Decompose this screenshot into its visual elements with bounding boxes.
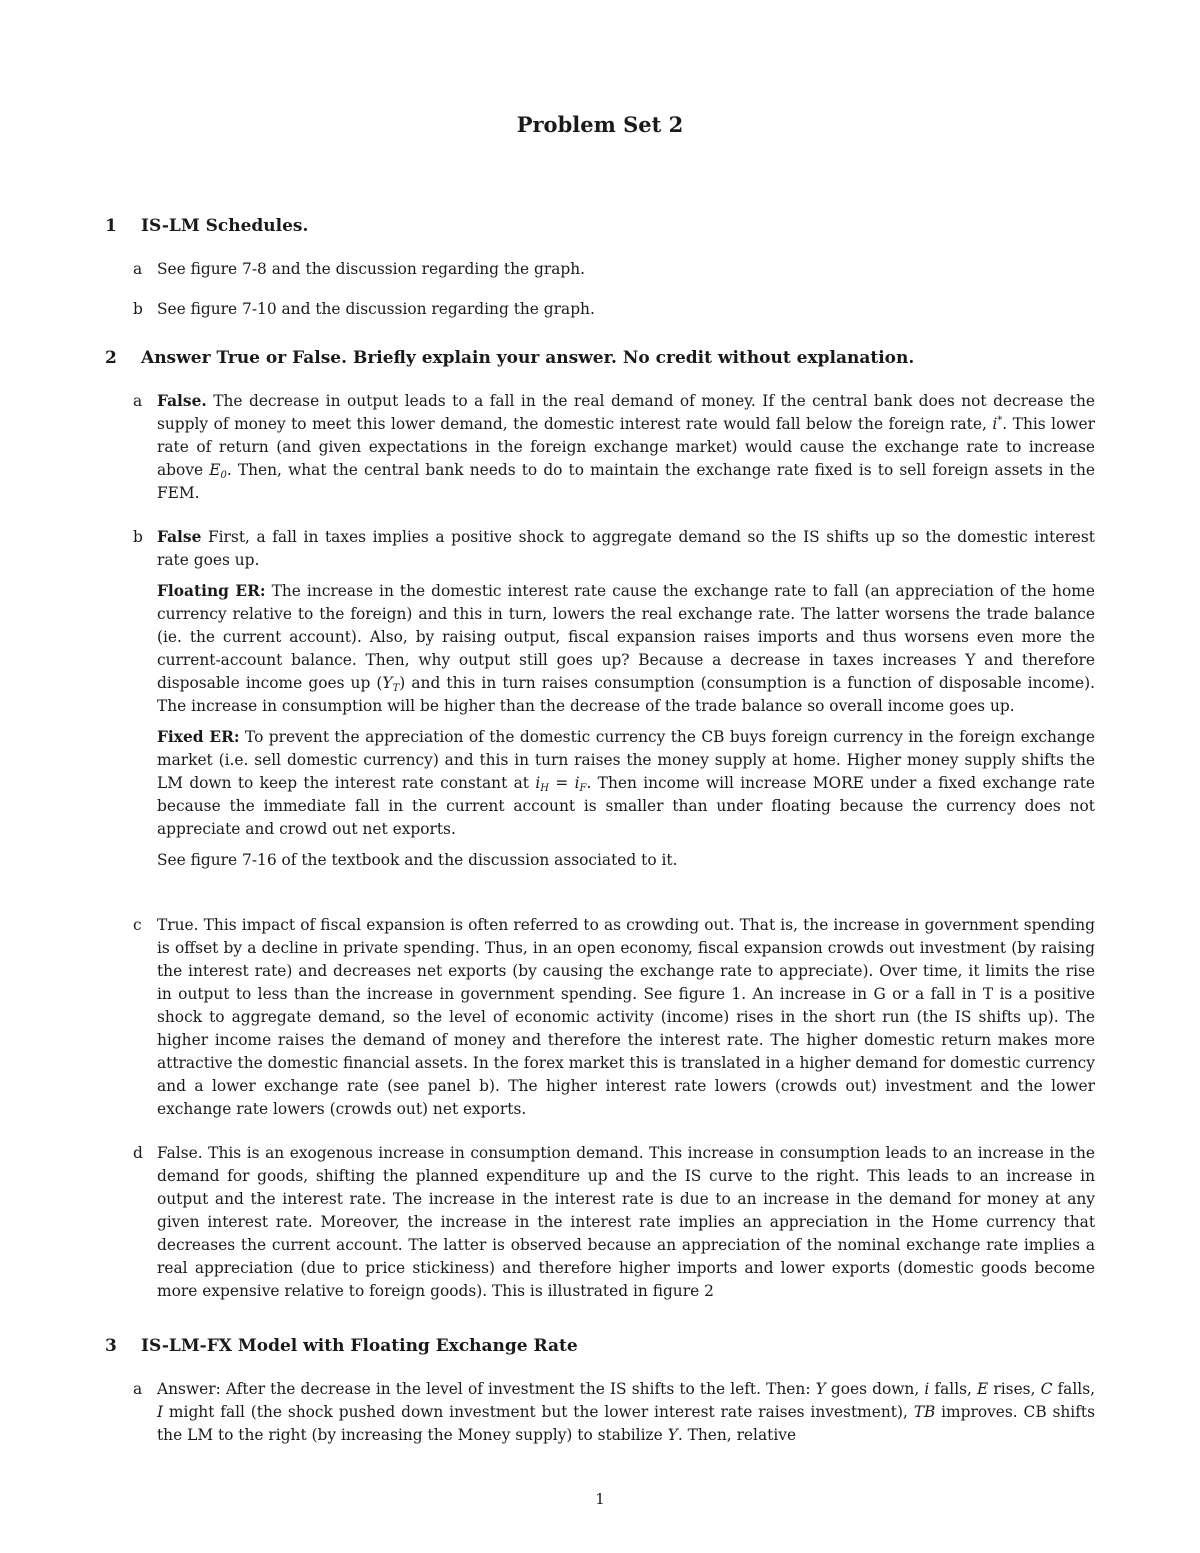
section-title: IS-LM-FX Model with Floating Exchange Rate: [141, 1336, 578, 1356]
section-title: IS-LM Schedules.: [141, 216, 309, 236]
section-2-heading: [105, 348, 1095, 368]
section-title: Answer True or False. Briefly explain your answer. No credit without explanation.: [141, 348, 915, 368]
fixed-er-paragraph: Fixed ER: To prevent the appreciation of the domestic currency the CB buys foreign currency in the foreign exchange market (i.e. sell domestic currency) and this in turn raises the money supply at home. Higher money supply shifts the LM down to keep the interest rate constant at $i_H = i_F$. Then income will increase MORE under a fixed exchange rate because the immediate fall in the current account is smaller than under floating because the currency does not appreciate and crowd out net exports.: [157, 728, 1096, 838]
list-item: [133, 914, 1095, 1121]
item-text: See figure 7-8 and the discussion regarding the graph.: [157, 260, 586, 278]
page-number: 1: [595, 1490, 605, 1508]
list-item: [133, 258, 1095, 281]
item-text: False. This is an exogenous increase in consumption demand. This increase in consumption leads to an increase in the demand for goods, shifting the planned expenditure up and the IS curve to the right. This leads to an increase in output and the interest rate. The increase in the interest rate is due to an increase in the demand for money at any given interest rate. Moreover, the increase in the interest rate implies an appreciation in the Home currency that decreases the current account. The latter is observed because an appreciation of the nominal exchange rate implies a real appreciation (due to price stickiness) and therefore higher imports and lower exports (domestic goods become more expensive relative to foreign goods). This is illustrated in figure 2: [157, 1144, 1095, 1300]
item-label: b: [133, 300, 143, 318]
section-number: 1: [105, 216, 117, 236]
section-3-heading: [105, 1336, 1095, 1356]
section-number: 2: [105, 348, 117, 368]
item-text: False. The decrease in output leads to a fall in the real demand of money. If the central bank does not decrease the supply of money to meet this lower demand, the domestic interest rate would fall below the foreign rate, i*. This lower rate of return (and given expectations in the foreign exchange market) would cause the exchange rate to increase above $E_0$. Then, what the central bank needs to do to maintain the exchange rate fixed is to sell foreign assets in the FEM.: [157, 392, 1095, 502]
page-title: Problem Set 2: [516, 112, 684, 137]
list-item: [133, 526, 1095, 872]
list-item: [133, 390, 1095, 505]
list-item: [133, 298, 1095, 321]
item-text: True. This impact of fiscal expansion is often referred to as crowding out. That is, the increase in government spending is offset by a decline in private spending. Thus, in an open economy, fiscal expansion crowds out investment (by raising the interest rate) and decreases net exports (by causing the exchange rate to appreciate). Over time, it limits the rise in output to less than the increase in government spending. See figure 1. An increase in G or a fall in T is a positive shock to aggregate demand, so the level of economic activity (income) rises in the short run (the IS shifts up). The higher income raises the demand of money and therefore the interest rate. The higher domestic return makes more attractive the domestic financial assets. In the forex market this is translated in a higher demand for domestic currency and a lower exchange rate (see panel b). The higher interest rate lowers (crowds out) investment and the lower exchange rate lowers (crowds out) net exports.: [157, 916, 1095, 1118]
section-1-heading: [105, 216, 1095, 236]
item-text: See figure 7-10 and the discussion regarding the graph.: [157, 300, 595, 318]
item-text: False First, a fall in taxes implies a positive shock to aggregate demand so the IS shifts up so the domestic interest rate goes up.: [157, 528, 1095, 569]
list-item: [133, 1378, 1095, 1447]
see-figure-paragraph: See figure 7-16 of the textbook and the discussion associated to it.: [157, 851, 678, 869]
item-label: a: [133, 260, 143, 278]
list-item: [133, 1142, 1095, 1303]
item-label: a: [133, 392, 143, 410]
section-number: 3: [105, 1336, 117, 1356]
item-label: c: [133, 916, 142, 934]
item-label: a: [133, 1380, 143, 1398]
floating-er-paragraph: Floating ER: The increase in the domestic interest rate cause the exchange rate to fall (an appreciation of the home currency relative to the foreign) and this in turn, lowers the real exchange rate. The latter worsens the trade balance (ie. the current account). Also, by raising output, fiscal expansion raises imports and thus worsens even more the current-account balance. Then, why output still goes up? Because a decrease in taxes increases Y and therefore disposable income goes up $(Y_T)$ and this in turn raises consumption (consumption is a function of disposable income). The increase in consumption will be higher than the decrease of the trade balance so overall income goes up.: [157, 582, 1095, 715]
item-label: b: [133, 528, 143, 546]
item-text: Answer: After the decrease in the level of investment the IS shifts to the left. Then: Y goes down, i falls, E rises, C falls, I might fall (the shock pushed down investment but the lower interest rate raises investment), TB improves. CB shifts the LM to the right (by increasing the Money supply) to stabilize Y. Then, relative: [157, 1380, 1095, 1444]
item-label: d: [133, 1144, 143, 1162]
